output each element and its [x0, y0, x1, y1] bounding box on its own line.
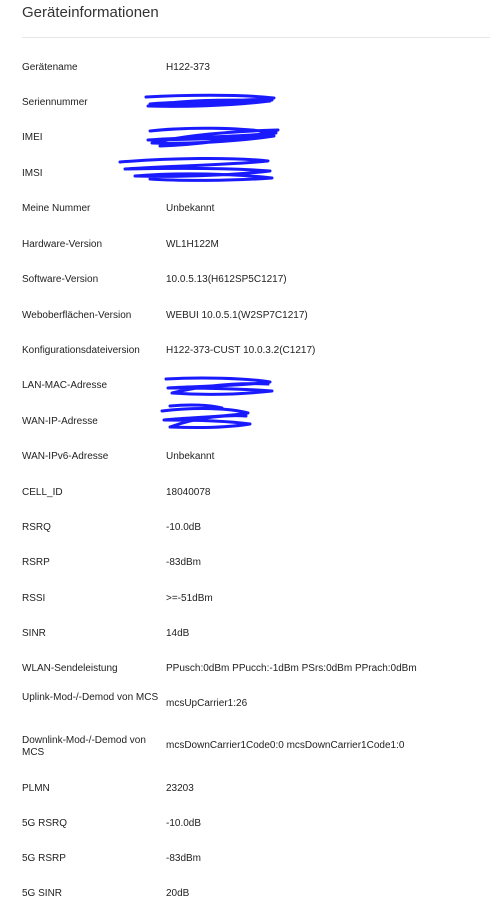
redaction-ink — [120, 95, 278, 427]
sinr-value: 14dB — [166, 628, 190, 639]
wan-ip-label: WAN-IP-Adresse — [22, 416, 98, 427]
rsrq-value: -10.0dB — [166, 522, 202, 533]
hardware-version-label: Hardware-Version — [22, 239, 103, 250]
hardware-version-value: WL1H122M — [166, 239, 219, 250]
my-number-label: Meine Nummer — [22, 203, 91, 214]
wlan-tx-power-label: WLAN-Sendeleistung — [22, 663, 118, 674]
config-version-value: H122-373-CUST 10.0.3.2(C1217) — [166, 345, 316, 356]
sinr-label: SINR — [22, 628, 46, 639]
downlink-mcs-label: Downlink-Mod-/-Demod von MCS — [22, 735, 146, 758]
5g-rsrp-label: 5G RSRP — [22, 853, 66, 864]
cell-id-value: 18040078 — [166, 487, 211, 498]
5g-rsrq-label: 5G RSRQ — [22, 818, 68, 829]
software-version-label: Software-Version — [22, 274, 99, 285]
downlink-mcs-value: mcsDownCarrier1Code0:0 mcsDownCarrier1Code1:0 — [166, 740, 405, 751]
plmn-label: PLMN — [22, 783, 50, 794]
uplink-mcs-value: mcsUpCarrier1:26 — [166, 698, 248, 709]
wlan-tx-power-value: PPusch:0dBm PPucch:-1dBm PSrs:0dBm PPrach:0dBm — [166, 663, 417, 674]
5g-sinr-label: 5G SINR — [22, 888, 63, 899]
plmn-value: 23203 — [166, 783, 194, 794]
5g-rsrq-value: -10.0dB — [166, 818, 202, 829]
cell-id-label: CELL_ID — [22, 487, 63, 498]
rsrq-label: RSRQ — [22, 522, 51, 533]
rsrp-label: RSRP — [22, 557, 50, 568]
wan-ipv6-value: Unbekannt — [166, 451, 215, 462]
software-version-value: 10.0.5.13(H612SP5C1217) — [166, 274, 287, 285]
rsrp-value: -83dBm — [166, 557, 202, 568]
imei-label: IMEI — [22, 132, 43, 143]
wan-ipv6-label: WAN-IPv6-Adresse — [22, 451, 109, 462]
serial-number-label: Seriennummer — [22, 97, 88, 108]
rssi-label: RSSI — [22, 593, 46, 604]
config-version-label: Konfigurationsdateiversion — [22, 345, 140, 356]
my-number-value: Unbekannt — [166, 203, 215, 214]
device-name-value: H122-373 — [166, 62, 210, 73]
device-name-label: Gerätename — [22, 62, 78, 73]
5g-rsrp-value: -83dBm — [166, 853, 202, 864]
wan-ip-redaction — [162, 405, 250, 428]
lan-mac-label: LAN-MAC-Adresse — [22, 380, 108, 391]
5g-sinr-value: 20dB — [166, 888, 190, 899]
rssi-value: >=-51dBm — [166, 593, 213, 604]
uplink-mcs-label: Uplink-Mod-/-Demod von MCS — [22, 692, 159, 703]
serial-number-redaction — [146, 95, 274, 106]
page-title: Geräteinformationen — [22, 4, 159, 21]
imsi-redaction — [120, 158, 272, 180]
webui-version-label: Weboberflächen-Version — [22, 310, 132, 321]
imsi-label: IMSI — [22, 168, 43, 179]
imei-redaction — [148, 128, 278, 146]
lan-mac-redaction — [166, 378, 272, 394]
webui-version-value: WEBUI 10.0.5.1(W2SP7C1217) — [166, 310, 308, 321]
